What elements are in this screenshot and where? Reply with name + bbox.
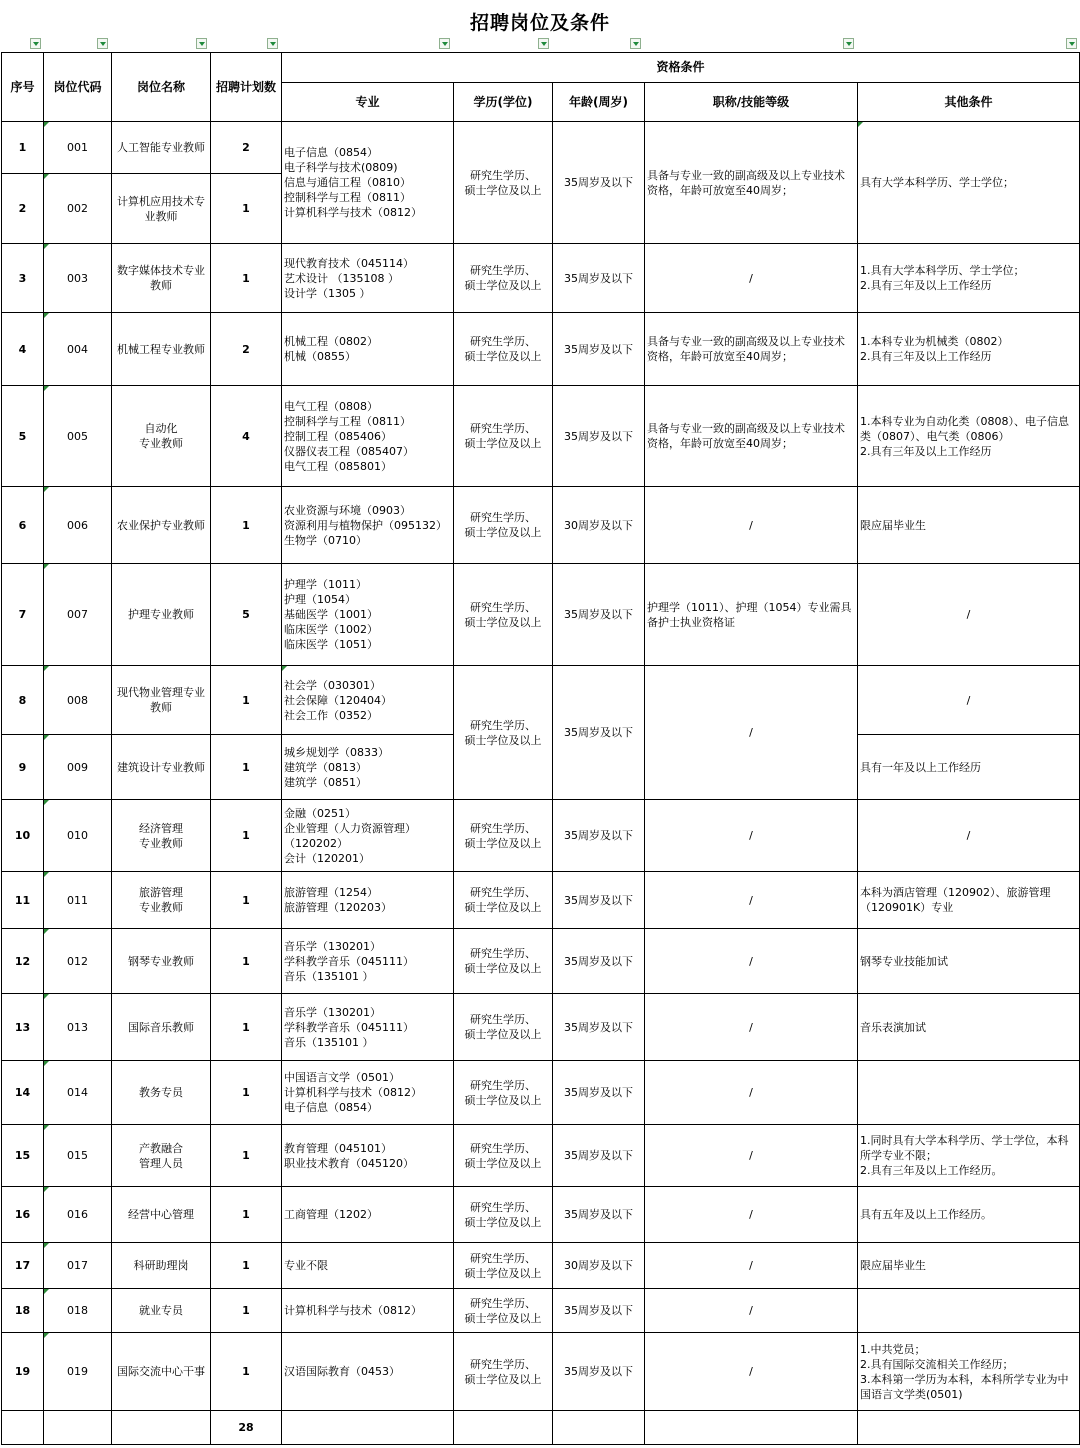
cell-title-level: / bbox=[645, 994, 858, 1061]
cell-count: 1 bbox=[211, 1289, 282, 1333]
cell-code: 017 bbox=[44, 1243, 112, 1289]
filter-dropdown-icon[interactable] bbox=[30, 38, 41, 49]
table-row bbox=[2, 122, 1080, 174]
cell-age: 35周岁及以下 bbox=[553, 1289, 645, 1333]
empty-cell bbox=[858, 1411, 1080, 1445]
filter-dropdown-icon[interactable] bbox=[843, 38, 854, 49]
cell-education: 研究生学历、 硕士学位及以上 bbox=[454, 386, 553, 487]
cell-code: 014 bbox=[44, 1061, 112, 1125]
cell-position: 现代物业管理专业教师 bbox=[112, 666, 211, 735]
cell-count: 5 bbox=[211, 564, 282, 666]
cell-major: 城乡规划学（0833） 建筑学（0813） 建筑学（0851） bbox=[282, 735, 454, 800]
cell-other bbox=[858, 1289, 1080, 1333]
cell-age: 35周岁及以下 bbox=[553, 1333, 645, 1411]
cell-major: 音乐学（130201） 学科教学音乐（045111） 音乐（135101 ） bbox=[282, 929, 454, 994]
cell-position: 科研助理岗 bbox=[112, 1243, 211, 1289]
cell-other: 1.本科专业为自动化类（0808）、电子信息类（0807）、电气类（0806） 2.具有三年及以上工作经历 bbox=[858, 386, 1080, 487]
cell-code: 003 bbox=[44, 244, 112, 313]
cell-age: 35周岁及以下 bbox=[553, 244, 645, 313]
cell-title-level: / bbox=[645, 1333, 858, 1411]
cell-major: 计算机科学与技术（0812） bbox=[282, 1289, 454, 1333]
cell-seq: 1 bbox=[2, 122, 44, 174]
header-cell: 岗位代码 bbox=[44, 53, 112, 122]
cell-major: 护理学（1011） 护理（1054） 基础医学（1001） 临床医学（1002） 临床医学（1051） bbox=[282, 564, 454, 666]
table-row bbox=[2, 1289, 1080, 1333]
cell-seq: 16 bbox=[2, 1187, 44, 1243]
table-row bbox=[2, 800, 1080, 872]
cell-count: 1 bbox=[211, 1125, 282, 1187]
cell-education: 研究生学历、 硕士学位及以上 bbox=[454, 666, 553, 800]
cell-major: 现代教育技术（045114） 艺术设计 （135108 ） 设计学（1305 ） bbox=[282, 244, 454, 313]
cell-position: 自动化 专业教师 bbox=[112, 386, 211, 487]
cell-seq: 17 bbox=[2, 1243, 44, 1289]
cell-count: 1 bbox=[211, 929, 282, 994]
cell-count: 1 bbox=[211, 800, 282, 872]
cell-count: 1 bbox=[211, 487, 282, 564]
header-cell: 专业 bbox=[282, 83, 454, 122]
cell-count: 2 bbox=[211, 313, 282, 386]
cell-count: 1 bbox=[211, 244, 282, 313]
cell-education: 研究生学历、 硕士学位及以上 bbox=[454, 244, 553, 313]
cell-code: 008 bbox=[44, 666, 112, 735]
cell-major: 专业不限 bbox=[282, 1243, 454, 1289]
cell-age: 30周岁及以下 bbox=[553, 1243, 645, 1289]
cell-education: 研究生学历、 硕士学位及以上 bbox=[454, 1333, 553, 1411]
cell-major: 电子信息（0854） 电子科学与技术(0809) 信息与通信工程（0810） 控制科学与工程（0811） 计算机科学与技术（0812） bbox=[282, 122, 454, 244]
cell-count: 1 bbox=[211, 872, 282, 929]
cell-seq: 13 bbox=[2, 994, 44, 1061]
cell-seq: 7 bbox=[2, 564, 44, 666]
cell-title-level: / bbox=[645, 1243, 858, 1289]
cell-age: 35周岁及以下 bbox=[553, 313, 645, 386]
cell-age: 35周岁及以下 bbox=[553, 122, 645, 244]
empty-cell bbox=[454, 1411, 553, 1445]
cell-seq: 8 bbox=[2, 666, 44, 735]
cell-major: 社会学（030301） 社会保障（120404） 社会工作（0352） bbox=[282, 666, 454, 735]
cell-seq: 15 bbox=[2, 1125, 44, 1187]
cell-education: 研究生学历、 硕士学位及以上 bbox=[454, 313, 553, 386]
cell-other: 具有一年及以上工作经历 bbox=[858, 735, 1080, 800]
cell-other: / bbox=[858, 666, 1080, 735]
table-row bbox=[2, 244, 1080, 313]
cell-position: 计算机应用技术专业教师 bbox=[112, 174, 211, 244]
cell-age: 35周岁及以下 bbox=[553, 1187, 645, 1243]
cell-age: 35周岁及以下 bbox=[553, 386, 645, 487]
cell-age: 30周岁及以下 bbox=[553, 487, 645, 564]
cell-title-level: / bbox=[645, 1061, 858, 1125]
cell-position: 教务专员 bbox=[112, 1061, 211, 1125]
filter-dropdown-icon[interactable] bbox=[630, 38, 641, 49]
table-row bbox=[2, 872, 1080, 929]
cell-position: 旅游管理 专业教师 bbox=[112, 872, 211, 929]
filter-dropdown-icon[interactable] bbox=[439, 38, 450, 49]
cell-position: 数字媒体技术专业教师 bbox=[112, 244, 211, 313]
cell-education: 研究生学历、 硕士学位及以上 bbox=[454, 1061, 553, 1125]
header-cell: 招聘计划数 bbox=[211, 53, 282, 122]
filter-dropdown-icon[interactable] bbox=[196, 38, 207, 49]
cell-other: 音乐表演加试 bbox=[858, 994, 1080, 1061]
cell-seq: 18 bbox=[2, 1289, 44, 1333]
cell-other: 具有五年及以上工作经历。 bbox=[858, 1187, 1080, 1243]
cell-title-level: / bbox=[645, 1187, 858, 1243]
cell-major: 机械工程（0802） 机械（0855） bbox=[282, 313, 454, 386]
cell-seq: 4 bbox=[2, 313, 44, 386]
table-row bbox=[2, 666, 1080, 735]
total-count: 28 bbox=[211, 1411, 282, 1445]
cell-education: 研究生学历、 硕士学位及以上 bbox=[454, 1187, 553, 1243]
cell-code: 013 bbox=[44, 994, 112, 1061]
cell-seq: 9 bbox=[2, 735, 44, 800]
table-row bbox=[2, 1243, 1080, 1289]
cell-title-level: 具备与专业一致的副高级及以上专业技术资格，年龄可放宽至40周岁； bbox=[645, 122, 858, 244]
cell-seq: 11 bbox=[2, 872, 44, 929]
cell-education: 研究生学历、 硕士学位及以上 bbox=[454, 564, 553, 666]
cell-age: 35周岁及以下 bbox=[553, 564, 645, 666]
cell-position: 国际交流中心干事 bbox=[112, 1333, 211, 1411]
cell-major: 教育管理（045101） 职业技术教育（045120） bbox=[282, 1125, 454, 1187]
cell-position: 护理专业教师 bbox=[112, 564, 211, 666]
header-cell: 其他条件 bbox=[858, 83, 1080, 122]
cell-major: 音乐学（130201） 学科教学音乐（045111） 音乐（135101 ） bbox=[282, 994, 454, 1061]
empty-cell bbox=[282, 1411, 454, 1445]
cell-seq: 2 bbox=[2, 174, 44, 244]
cell-position: 建筑设计专业教师 bbox=[112, 735, 211, 800]
cell-count: 2 bbox=[211, 122, 282, 174]
cell-count: 1 bbox=[211, 666, 282, 735]
cell-other bbox=[858, 1061, 1080, 1125]
cell-title-level: / bbox=[645, 666, 858, 800]
cell-position: 农业保护专业教师 bbox=[112, 487, 211, 564]
page-title: 招聘岗位及条件 bbox=[469, 12, 610, 34]
cell-seq: 19 bbox=[2, 1333, 44, 1411]
cell-major: 电气工程（0808） 控制科学与工程（0811） 控制工程（085406） 仪器仪表工程（085407） 电气工程（085801） bbox=[282, 386, 454, 487]
cell-code: 009 bbox=[44, 735, 112, 800]
cell-code: 015 bbox=[44, 1125, 112, 1187]
cell-other: 钢琴专业技能加试 bbox=[858, 929, 1080, 994]
cell-seq: 14 bbox=[2, 1061, 44, 1125]
cell-education: 研究生学历、 硕士学位及以上 bbox=[454, 800, 553, 872]
cell-code: 005 bbox=[44, 386, 112, 487]
cell-code: 011 bbox=[44, 872, 112, 929]
table-row bbox=[2, 994, 1080, 1061]
cell-age: 35周岁及以下 bbox=[553, 800, 645, 872]
cell-title-level: / bbox=[645, 929, 858, 994]
positions-table bbox=[1, 52, 1080, 1445]
header-cell: 职称/技能等级 bbox=[645, 83, 858, 122]
cell-title-level: / bbox=[645, 487, 858, 564]
cell-major: 汉语国际教育（0453） bbox=[282, 1333, 454, 1411]
table-row bbox=[2, 1187, 1080, 1243]
cell-other: 本科为酒店管理（120902）、旅游管理（120901K）专业 bbox=[858, 872, 1080, 929]
cell-seq: 12 bbox=[2, 929, 44, 994]
cell-count: 1 bbox=[211, 994, 282, 1061]
cell-position: 经营中心管理 bbox=[112, 1187, 211, 1243]
cell-position: 机械工程专业教师 bbox=[112, 313, 211, 386]
cell-code: 004 bbox=[44, 313, 112, 386]
filter-dropdown-icon[interactable] bbox=[267, 38, 278, 49]
cell-other: / bbox=[858, 564, 1080, 666]
cell-code: 018 bbox=[44, 1289, 112, 1333]
cell-major: 工商管理（1202） bbox=[282, 1187, 454, 1243]
cell-code: 019 bbox=[44, 1333, 112, 1411]
cell-age: 35周岁及以下 bbox=[553, 1061, 645, 1125]
cell-code: 016 bbox=[44, 1187, 112, 1243]
cell-major: 农业资源与环境（0903） 资源利用与植物保护（095132） 生物学（0710） bbox=[282, 487, 454, 564]
cell-age: 35周岁及以下 bbox=[553, 929, 645, 994]
cell-age: 35周岁及以下 bbox=[553, 994, 645, 1061]
cell-title-level: 具备与专业一致的副高级及以上专业技术资格，年龄可放宽至40周岁； bbox=[645, 313, 858, 386]
cell-count: 4 bbox=[211, 386, 282, 487]
cell-code: 007 bbox=[44, 564, 112, 666]
table-row bbox=[2, 1333, 1080, 1411]
header-cell: 资格条件 bbox=[282, 53, 1080, 83]
empty-cell bbox=[553, 1411, 645, 1445]
cell-education: 研究生学历、 硕士学位及以上 bbox=[454, 994, 553, 1061]
cell-count: 1 bbox=[211, 1187, 282, 1243]
cell-code: 010 bbox=[44, 800, 112, 872]
cell-education: 研究生学历、 硕士学位及以上 bbox=[454, 1289, 553, 1333]
cell-other: 限应届毕业生 bbox=[858, 1243, 1080, 1289]
cell-age: 35周岁及以下 bbox=[553, 666, 645, 800]
cell-position: 经济管理 专业教师 bbox=[112, 800, 211, 872]
filter-dropdown-icon[interactable] bbox=[97, 38, 108, 49]
cell-position: 国际音乐教师 bbox=[112, 994, 211, 1061]
table-row bbox=[2, 1061, 1080, 1125]
cell-other: 1.同时具有大学本科学历、学士学位，本科所学专业不限； 2.具有三年及以上工作经历。 bbox=[858, 1125, 1080, 1187]
cell-count: 1 bbox=[211, 1243, 282, 1289]
cell-education: 研究生学历、 硕士学位及以上 bbox=[454, 1243, 553, 1289]
cell-other: 限应届毕业生 bbox=[858, 487, 1080, 564]
empty-cell bbox=[44, 1411, 112, 1445]
cell-age: 35周岁及以下 bbox=[553, 872, 645, 929]
cell-education: 研究生学历、 硕士学位及以上 bbox=[454, 929, 553, 994]
cell-title-level: / bbox=[645, 872, 858, 929]
header-cell: 岗位名称 bbox=[112, 53, 211, 122]
header-cell: 年龄(周岁) bbox=[553, 83, 645, 122]
cell-seq: 5 bbox=[2, 386, 44, 487]
table-row bbox=[2, 929, 1080, 994]
cell-position: 产教融合 管理人员 bbox=[112, 1125, 211, 1187]
cell-seq: 10 bbox=[2, 800, 44, 872]
table-row bbox=[2, 487, 1080, 564]
cell-other: 具有大学本科学历、学士学位； bbox=[858, 122, 1080, 244]
table-row bbox=[2, 1125, 1080, 1187]
cell-title-level: / bbox=[645, 800, 858, 872]
cell-education: 研究生学历、 硕士学位及以上 bbox=[454, 487, 553, 564]
table-row bbox=[2, 313, 1080, 386]
cell-title-level: / bbox=[645, 1125, 858, 1187]
cell-position: 就业专员 bbox=[112, 1289, 211, 1333]
filter-dropdown-icon[interactable] bbox=[1066, 38, 1077, 49]
cell-title-level: 护理学（1011）、护理（1054）专业需具备护士执业资格证 bbox=[645, 564, 858, 666]
cell-count: 1 bbox=[211, 1333, 282, 1411]
cell-education: 研究生学历、 硕士学位及以上 bbox=[454, 872, 553, 929]
cell-education: 研究生学历、 硕士学位及以上 bbox=[454, 122, 553, 244]
header-cell: 序号 bbox=[2, 53, 44, 122]
cell-code: 002 bbox=[44, 174, 112, 244]
cell-code: 001 bbox=[44, 122, 112, 174]
cell-education: 研究生学历、 硕士学位及以上 bbox=[454, 1125, 553, 1187]
cell-position: 人工智能专业教师 bbox=[112, 122, 211, 174]
filter-dropdown-icon[interactable] bbox=[538, 38, 549, 49]
cell-major: 中国语言文学（0501） 计算机科学与技术（0812） 电子信息（0854） bbox=[282, 1061, 454, 1125]
empty-cell bbox=[645, 1411, 858, 1445]
empty-cell bbox=[112, 1411, 211, 1445]
empty-cell bbox=[2, 1411, 44, 1445]
cell-count: 1 bbox=[211, 174, 282, 244]
cell-title-level: 具备与专业一致的副高级及以上专业技术资格，年龄可放宽至40周岁； bbox=[645, 386, 858, 487]
cell-code: 006 bbox=[44, 487, 112, 564]
cell-other: 1.具有大学本科学历、学士学位； 2.具有三年及以上工作经历 bbox=[858, 244, 1080, 313]
cell-code: 012 bbox=[44, 929, 112, 994]
cell-title-level: / bbox=[645, 244, 858, 313]
cell-seq: 6 bbox=[2, 487, 44, 564]
cell-other: 1.本科专业为机械类（0802） 2.具有三年及以上工作经历 bbox=[858, 313, 1080, 386]
total-row bbox=[2, 1411, 1080, 1445]
cell-count: 1 bbox=[211, 1061, 282, 1125]
cell-other: 1.中共党员； 2.具有国际交流相关工作经历； 3.本科第一学历为本科，本科所学专业为中国语言文学类(0501) bbox=[858, 1333, 1080, 1411]
header-cell: 学历(学位) bbox=[454, 83, 553, 122]
cell-seq: 3 bbox=[2, 244, 44, 313]
cell-position: 钢琴专业教师 bbox=[112, 929, 211, 994]
cell-age: 35周岁及以下 bbox=[553, 1125, 645, 1187]
cell-title-level: / bbox=[645, 1289, 858, 1333]
cell-major: 金融（0251） 企业管理（人力资源管理） （120202） 会计（120201） bbox=[282, 800, 454, 872]
cell-count: 1 bbox=[211, 735, 282, 800]
cell-major: 旅游管理（1254） 旅游管理（120203） bbox=[282, 872, 454, 929]
cell-other: / bbox=[858, 800, 1080, 872]
table-row bbox=[2, 564, 1080, 666]
table-row bbox=[2, 386, 1080, 487]
